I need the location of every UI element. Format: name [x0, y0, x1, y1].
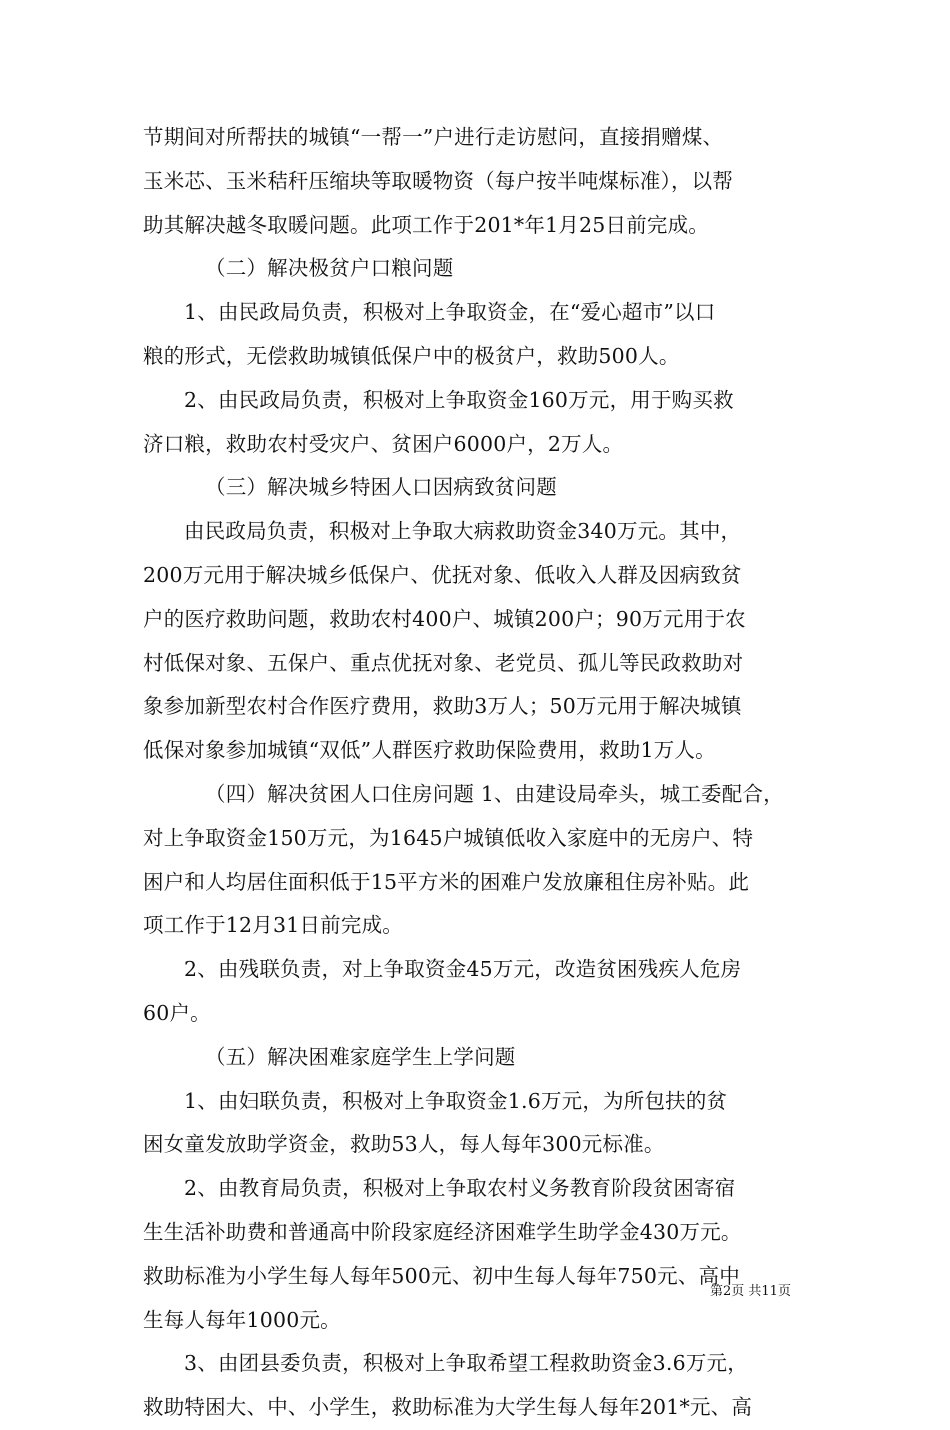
- text-line: 象参加新型农村合作医疗费用，救助3万人；50万元用于解决城镇: [143, 694, 742, 719]
- text-line: 济口粮，救助农村受灾户、贫困户6000户，2万人。: [143, 431, 624, 456]
- text-line: 生生活补助费和普通高中阶段家庭经济困难学生助学金430万元。: [143, 1219, 742, 1244]
- text-line: 助其解决越冬取暖问题。此项工作于201*年1月25日前完成。: [143, 212, 710, 237]
- text-line: 60户。: [143, 1000, 211, 1025]
- text-line: 由民政局负责，积极对上争取大病救助资金340万元。其中，: [184, 519, 742, 544]
- text-line: 救助特困大、中、小学生，救助标准为大学生每人每年201*元、高: [143, 1395, 753, 1420]
- section-heading: （四）解决贫困人口住房问题 1、由建设局牵头，城工委配合，: [205, 781, 784, 806]
- text-line: 3、由团县委负责，积极对上争取希望工程救助资金3.6万元，: [184, 1351, 748, 1376]
- text-line: 对上争取资金150万元，为1645户城镇低收入家庭中的无房户、特: [143, 825, 754, 850]
- text-line: 节期间对所帮扶的城镇“一帮一”户进行走访慰问，直接捐赠煤、: [143, 125, 724, 149]
- text-line: 户的医疗救助问题，救助农村400户、城镇200户；90万元用于农: [143, 606, 746, 631]
- text-line: 村低保对象、五保户、重点优抚对象、老党员、孤儿等民政救助对: [143, 650, 744, 675]
- text-line: 项工作于12月31日前完成。: [143, 913, 403, 938]
- document-body: [143, 116, 807, 1430]
- text-line: 2、由残联负责，对上争取资金45万元，改造贫困残疾人危房: [184, 957, 742, 982]
- text-line: 生每人每年1000元。: [143, 1307, 341, 1332]
- text-line: 救助标准为小学生每人每年500元、初中生每人每年750元、高中: [143, 1263, 740, 1288]
- text-line: 玉米芯、玉米秸秆压缩块等取暖物资（每户按半吨煤标准），以帮: [143, 168, 734, 193]
- text-line: 2、由民政局负责，积极对上争取资金160万元，用于购买救: [184, 387, 734, 412]
- text-line: 粮的形式，无偿救助城镇低保户中的极贫户，救助500人。: [143, 343, 680, 368]
- text-line: 2、由教育局负责，积极对上争取农村义务教育阶段贫困寄宿: [184, 1176, 736, 1201]
- section-heading: （二）解决极贫户口粮问题: [205, 256, 454, 281]
- text-line: 1、由妇联负责，积极对上争取资金1.6万元，为所包扶的贫: [184, 1088, 728, 1113]
- text-line: 低保对象参加城镇“双低”人群医疗救助保险费用，救助1万人。: [143, 738, 716, 763]
- section-heading: （三）解决城乡特困人口因病致贫问题: [205, 475, 557, 500]
- section-heading: （五）解决困难家庭学生上学问题: [205, 1044, 516, 1069]
- text-line: 困户和人均居住面积低于15平方米的困难户发放廉租住房补贴。此: [143, 869, 750, 894]
- page-number-footer: 第2页 共11页: [710, 1284, 791, 1299]
- text-line: 200万元用于解决城乡低保户、优抚对象、低收入人群及因病致贫: [143, 562, 742, 587]
- text-line: 困女童发放助学资金，救助53人，每人每年300元标准。: [143, 1132, 665, 1157]
- text-line: 1、由民政局负责，积极对上争取资金，在“爱心超市”以口: [184, 300, 716, 325]
